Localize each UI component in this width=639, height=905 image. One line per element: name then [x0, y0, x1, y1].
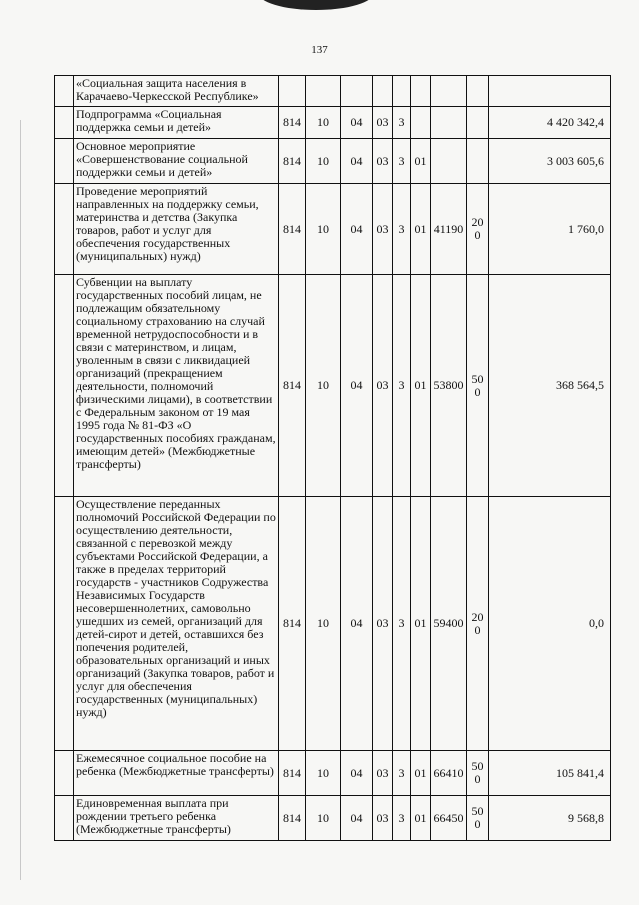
table-row: [55, 107, 611, 139]
subsection-cell: 04: [341, 184, 373, 275]
name-cell: Проведение мероприятий направленных на поддержку семьи, материнства и детства (Закупка товаров, работ и услуг для обеспечения государственных (муниципальных) нужд): [74, 184, 279, 275]
expense-type-cell: 500: [467, 751, 489, 796]
program-cell: 03: [373, 751, 393, 796]
program-cell: 03: [373, 275, 393, 497]
amount-cell: 105 841,4: [489, 751, 611, 796]
subprogram-cell: 3: [393, 796, 411, 841]
scan-artifact: [258, 0, 374, 10]
direction-cell: 66450: [431, 796, 467, 841]
section-cell: 10: [306, 796, 341, 841]
index-cell: [55, 796, 74, 841]
ministry-cell: 814: [279, 497, 306, 751]
direction-cell: 53800: [431, 275, 467, 497]
index-cell: [55, 107, 74, 139]
section-cell: [306, 76, 341, 107]
direction-cell: 41190: [431, 184, 467, 275]
index-cell: [55, 751, 74, 796]
subprogram-cell: 3: [393, 107, 411, 139]
amount-cell: 0,0: [489, 497, 611, 751]
measure-cell: 01: [411, 139, 431, 184]
section-cell: 10: [306, 751, 341, 796]
table-row: [55, 497, 611, 751]
subprogram-cell: 3: [393, 184, 411, 275]
amount-cell: 1 760,0: [489, 184, 611, 275]
index-cell: [55, 275, 74, 497]
program-cell: 03: [373, 139, 393, 184]
table-row: [55, 796, 611, 841]
section-cell: 10: [306, 184, 341, 275]
index-cell: [55, 139, 74, 184]
measure-cell: [411, 107, 431, 139]
table-row: [55, 184, 611, 275]
ministry-cell: 814: [279, 184, 306, 275]
direction-cell: [431, 107, 467, 139]
table-row-continuation: [55, 76, 611, 107]
subsection-cell: 04: [341, 497, 373, 751]
name-cell: Субвенции на выплату государственных пособий лицам, не подлежащим обязательному социальному страхованию на случай временной нетрудоспособности и в связи с материнством, и лицам, уволенным в связи с ликвидацией организаций (прекращением деятельности, полномочий физическими лицами), в соответствии с Федеральным законом от 19 мая 1995 года № 81-ФЗ «О государственных пособиях гражданам, имеющим детей» (Межбюджетные трансферты): [74, 275, 279, 497]
expense-type-cell: [467, 107, 489, 139]
subprogram-cell: 3: [393, 751, 411, 796]
expense-type-cell: [467, 139, 489, 184]
name-cell: Подпрограмма «Социальная поддержка семьи и детей»: [74, 107, 279, 139]
index-cell: [55, 184, 74, 275]
expense-type-cell: 500: [467, 275, 489, 497]
name-cell: Ежемесячное социальное пособие на ребенка (Межбюджетные трансферты): [74, 751, 279, 796]
amount-cell: 3 003 605,6: [489, 139, 611, 184]
measure-cell: 01: [411, 497, 431, 751]
index-cell: [55, 76, 74, 107]
program-cell: [373, 76, 393, 107]
measure-cell: 01: [411, 796, 431, 841]
subsection-cell: 04: [341, 796, 373, 841]
program-cell: 03: [373, 796, 393, 841]
table-row: [55, 751, 611, 796]
section-cell: 10: [306, 139, 341, 184]
ministry-cell: 814: [279, 107, 306, 139]
table-row: [55, 139, 611, 184]
program-cell: 03: [373, 497, 393, 751]
subsection-cell: [341, 76, 373, 107]
expense-type-cell: 200: [467, 184, 489, 275]
program-cell: 03: [373, 107, 393, 139]
subprogram-cell: 3: [393, 139, 411, 184]
amount-cell: [489, 76, 611, 107]
program-cell: 03: [373, 184, 393, 275]
subsection-cell: 04: [341, 139, 373, 184]
name-cell: «Социальная защита населения в Карачаево-Черкесской Республике»: [74, 76, 279, 107]
index-cell: [55, 497, 74, 751]
name-cell: Основное мероприятие «Совершенствование социальной поддержки семьи и детей»: [74, 139, 279, 184]
name-cell: Единовременная выплата при рождении третьего ребенка (Межбюджетные трансферты): [74, 796, 279, 841]
measure-cell: 01: [411, 275, 431, 497]
ministry-cell: 814: [279, 796, 306, 841]
section-cell: 10: [306, 497, 341, 751]
amount-cell: 4 420 342,4: [489, 107, 611, 139]
ministry-cell: [279, 76, 306, 107]
amount-cell: 368 564,5: [489, 275, 611, 497]
subprogram-cell: 3: [393, 275, 411, 497]
amount-cell: 9 568,8: [489, 796, 611, 841]
subprogram-cell: [393, 76, 411, 107]
direction-cell: [431, 139, 467, 184]
page-number: 137: [311, 44, 328, 56]
subprogram-cell: 3: [393, 497, 411, 751]
measure-cell: 01: [411, 751, 431, 796]
section-cell: 10: [306, 275, 341, 497]
direction-cell: [431, 76, 467, 107]
table-row: [55, 275, 611, 497]
subsection-cell: 04: [341, 275, 373, 497]
section-cell: 10: [306, 107, 341, 139]
budget-table: [54, 75, 611, 841]
expense-type-cell: [467, 76, 489, 107]
measure-cell: 01: [411, 184, 431, 275]
subsection-cell: 04: [341, 107, 373, 139]
direction-cell: 59400: [431, 497, 467, 751]
binding-line: [20, 120, 21, 880]
measure-cell: [411, 76, 431, 107]
name-cell: Осуществление переданных полномочий Российской Федерации по осуществлению деятельности, связанной с перевозкой между субъектами Российской Федерации, а также в пределах территорий государств - участников Содружества Независимых Государств несовершеннолетних, самовольно ушедших из семей, организаций для детей-сирот и детей, оставшихся без попечения родителей, образовательных организаций и иных организаций (Закупка товаров, работ и услуг для обеспечения государственных (муниципальных) нужд): [74, 497, 279, 751]
direction-cell: 66410: [431, 751, 467, 796]
expense-type-cell: 200: [467, 497, 489, 751]
subsection-cell: 04: [341, 751, 373, 796]
ministry-cell: 814: [279, 751, 306, 796]
ministry-cell: 814: [279, 139, 306, 184]
expense-type-cell: 500: [467, 796, 489, 841]
ministry-cell: 814: [279, 275, 306, 497]
